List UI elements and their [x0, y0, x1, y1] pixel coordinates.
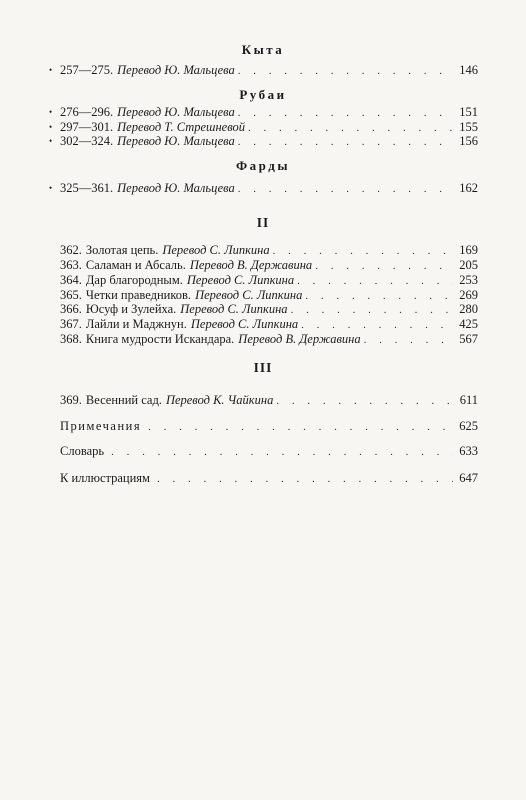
toc-entry	[60, 332, 478, 347]
entry-page: 146	[459, 63, 478, 77]
entry-page: 647	[459, 471, 478, 485]
toc-entry-notes	[60, 419, 478, 434]
entry-number: 364.	[60, 273, 82, 287]
entry-page: 269	[459, 288, 478, 302]
entry-title: Лайли и Маджнун.	[85, 317, 187, 331]
entry-title: Юсуф и Зулейха.	[85, 302, 177, 316]
entry-number: 365.	[60, 288, 82, 302]
dot-leader	[315, 259, 453, 274]
entry-translator: Перевод Т. Стрешневой	[117, 120, 245, 134]
entry-title: Примечания	[60, 419, 142, 433]
toc-entry-glossary	[60, 444, 478, 459]
entry-translator: Перевод С. Липкина	[195, 288, 303, 302]
entry-translator: Перевод С. Липкина	[190, 317, 299, 331]
toc-entry	[49, 134, 478, 149]
dot-leader	[111, 445, 453, 460]
entry-page: 633	[459, 444, 478, 458]
dot-leader	[157, 472, 453, 487]
entry-page: 155	[459, 120, 478, 134]
entry-number: 362.	[60, 243, 82, 257]
entry-title: Книга мудрости Искандара.	[85, 332, 235, 346]
dot-leader	[238, 182, 453, 197]
entry-translator: Перевод Ю. Мальцева	[117, 105, 235, 119]
entry-title: Саламан и Абсаль.	[85, 258, 186, 272]
entry-title: Весенний сад.	[85, 393, 162, 407]
entry-page: 567	[459, 332, 478, 346]
dot-leader	[364, 333, 453, 348]
toc-entry	[60, 393, 478, 408]
entry-translator: Перевод Ю. Мальцева	[117, 181, 235, 195]
entry-translator: Перевод С. Липкина	[180, 302, 288, 316]
toc-entry	[60, 302, 478, 317]
toc-entry	[60, 243, 478, 258]
dot-leader	[301, 318, 453, 333]
entry-number: 366.	[60, 302, 82, 316]
entry-page: 611	[459, 393, 478, 407]
toc-entry-illustrations	[60, 471, 478, 486]
dot-leader	[291, 303, 453, 318]
entry-page: 151	[459, 105, 478, 119]
bullet-icon: •	[49, 136, 53, 146]
entry-page: 156	[459, 134, 478, 148]
toc-entry	[60, 273, 478, 288]
entry-number: 369.	[60, 393, 82, 407]
bullet-icon: •	[49, 107, 53, 117]
entry-page: 280	[459, 302, 478, 316]
entry-number: 367.	[60, 317, 82, 331]
entry-title: Золотая цепь.	[85, 243, 159, 257]
entry-page: 205	[459, 258, 478, 272]
dot-leader	[273, 244, 453, 259]
section-heading-kyta: Кыта	[241, 42, 285, 57]
dot-leader	[238, 64, 453, 79]
dot-leader	[148, 420, 453, 435]
toc-entry	[49, 181, 478, 196]
entry-title: Словарь	[60, 444, 105, 458]
toc-entry	[49, 120, 478, 135]
dot-leader	[238, 135, 453, 150]
entry-number: 325—361.	[60, 181, 114, 195]
entry-number: 257—275.	[60, 63, 114, 77]
entry-title: Дар благородным.	[85, 273, 183, 287]
entry-page: 169	[459, 243, 478, 257]
dot-leader	[276, 394, 453, 409]
toc-entry	[49, 105, 478, 120]
entry-title: Четки праведников.	[85, 288, 192, 302]
entry-translator: Перевод В. Державина	[189, 258, 313, 272]
entry-page: 162	[459, 181, 478, 195]
entry-number: 297—301.	[60, 120, 114, 134]
bullet-icon: •	[49, 65, 53, 75]
toc-entry	[60, 258, 478, 273]
entry-number: 302—324.	[60, 134, 114, 148]
toc-entry	[49, 63, 478, 78]
bullet-icon: •	[49, 122, 53, 132]
section-heading-rubai: Рубаи	[239, 87, 287, 102]
entry-translator: Перевод К. Чайкина	[165, 393, 274, 407]
part-heading-2: II	[256, 215, 270, 230]
entry-title: К иллюстрациям	[60, 471, 150, 485]
entry-page: 425	[459, 317, 478, 331]
entry-translator: Перевод В. Державина	[238, 332, 361, 346]
section-heading-fardy: Фарды	[236, 158, 290, 173]
entry-translator: Перевод С. Липкина	[162, 243, 270, 257]
toc-entry	[60, 317, 478, 332]
entry-translator: Перевод С. Липкина	[186, 273, 295, 287]
dot-leader	[238, 106, 453, 121]
entry-number: 368.	[60, 332, 82, 346]
entry-translator: Перевод Ю. Мальцева	[117, 63, 235, 77]
part-heading-3: III	[253, 360, 273, 375]
dot-leader	[297, 274, 453, 289]
bullet-icon: •	[49, 183, 53, 193]
entry-page: 625	[459, 419, 478, 433]
entry-number: 363.	[60, 258, 82, 272]
toc-entry	[60, 288, 478, 303]
entry-number: 276—296.	[60, 105, 114, 119]
entry-page: 253	[459, 273, 478, 287]
entry-translator: Перевод Ю. Мальцева	[117, 134, 235, 148]
